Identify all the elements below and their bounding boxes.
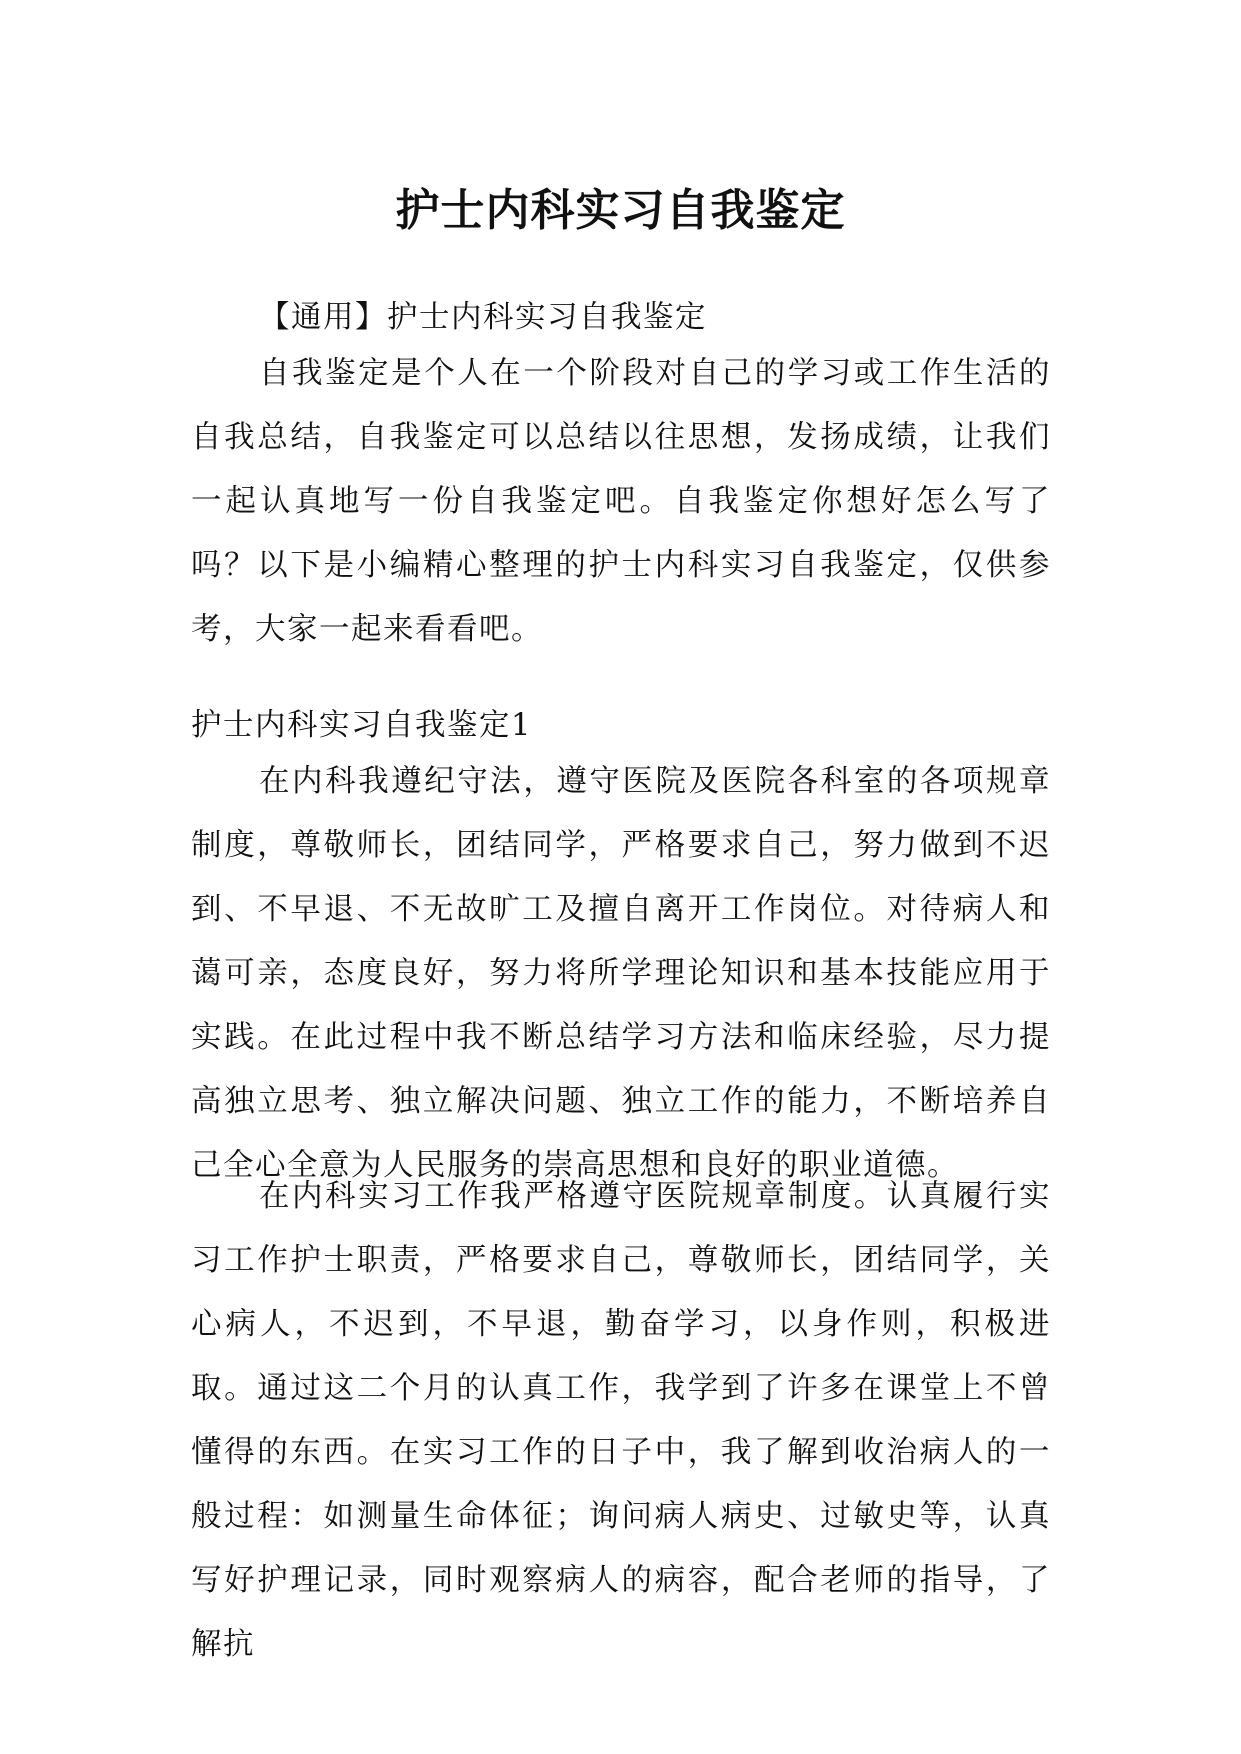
document-tag-line: 【通用】护士内科实习自我鉴定: [259, 300, 707, 335]
body-paragraph-2: 在内科实习工作我严格遵守医院规章制度。认真履行实习工作护士职责，严格要求自己，尊敬师长，团结同学，关心病人，不迟到，不早退，勤奋学习，以身作则，积极进取。通过这二个月的认真工作，我学到了许多在课堂上不曾懂得的东西。在实习工作的日子中，我了解到收治病人的一般过程：如测量生命体征；询问病人病史、过敏史等，认真写好护理记录，同时观察病人的病容，配合老师的指导，了解抗: [191, 1179, 1051, 1662]
body-paragraph-1: 在内科我遵纪守法，遵守医院及医院各科室的各项规章制度，尊敬师长，团结同学，严格要求自己，努力做到不迟到、不早退、不无故旷工及擅自离开工作岗位。对待病人和蔼可亲，态度良好，努力将所学理论知识和基本技能应用于实践。在此过程中我不断总结学习方法和临床经验，尽力提高独立思考、独立解决问题、独立工作的能力，不断培养自己全心全意为人民服务的崇高思想和良好的职业道德。: [191, 764, 1051, 1183]
intro-paragraph: 自我鉴定是个人在一个阶段对自己的学习或工作生活的自我总结，自我鉴定可以总结以往思想，发扬成绩，让我们一起认真地写一份自我鉴定吧。自我鉴定你想好怎么写了吗？以下是小编精心整理的护士内科实习自我鉴定，仅供参考，大家一起来看看吧。: [191, 356, 1051, 647]
section-heading: 护士内科实习自我鉴定1: [191, 708, 532, 743]
document-title: 护士内科实习自我鉴定: [395, 185, 846, 237]
